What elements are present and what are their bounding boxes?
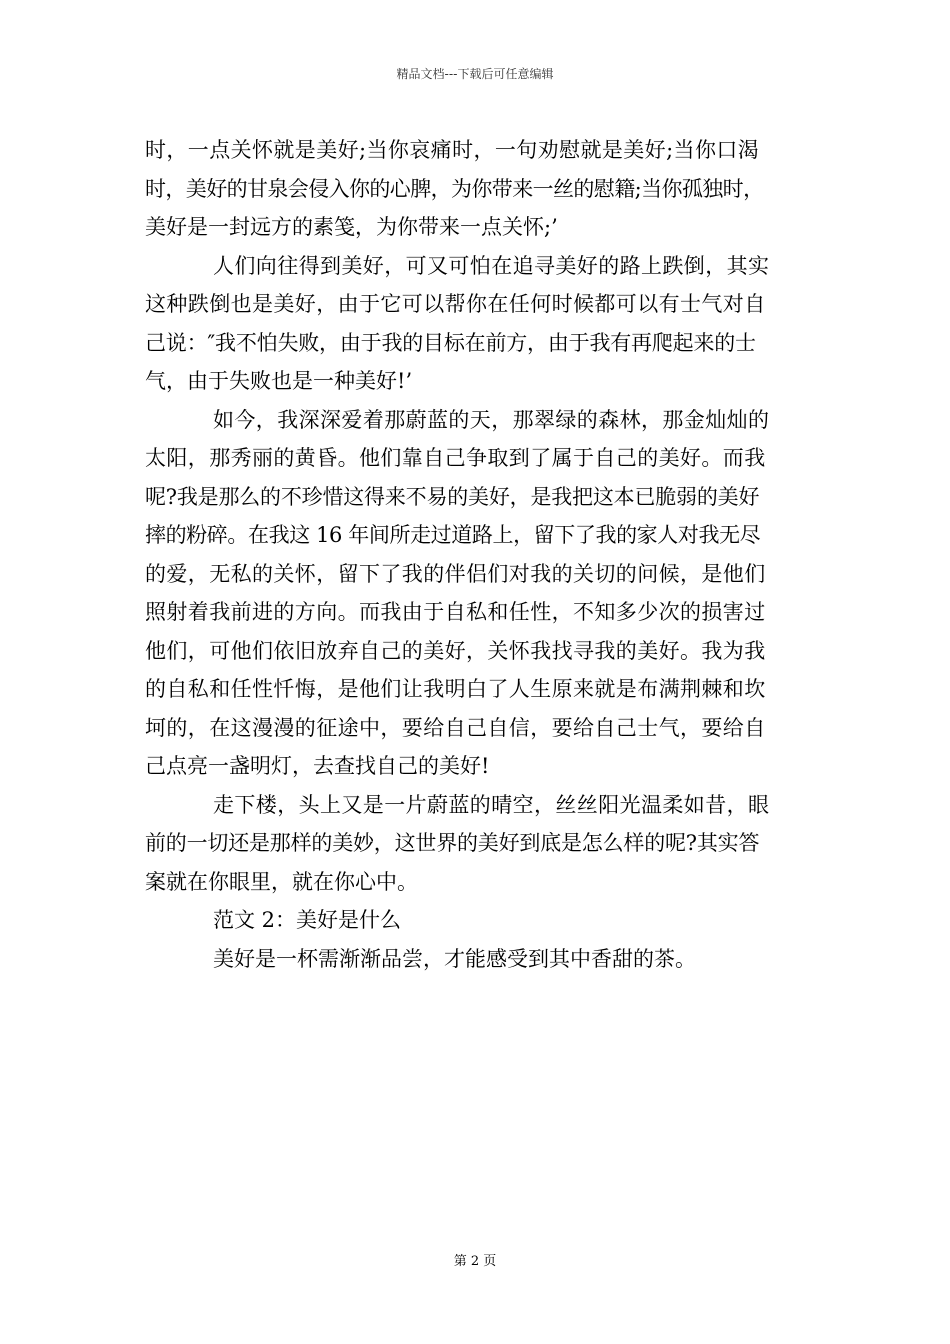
text-line: 坷的，在这漫漫的征途中，要给自己自信，要给自己士气，要给自: [145, 715, 766, 740]
text-line: 己点亮一盏明灯，去查找自己的美好!: [145, 754, 490, 778]
page-header: 精品文档---下载后可任意编辑: [396, 67, 554, 81]
text-line: 如今，我深深爱着那蔚蓝的天，那翠绿的森林，那金灿灿的: [213, 407, 770, 432]
paragraph-2: [145, 247, 815, 401]
text-line: 气，由于失败也是一种美好!’: [145, 369, 413, 393]
text-line: 摔的粉碎。在我这 16 年间所走过道路上，留下了我的家人对我无尽: [145, 523, 761, 547]
text-line: 美好是一杯需渐渐品尝，才能感受到其中香甜的茶。: [213, 946, 696, 971]
text-line: 照射着我前进的方向。而我由于自私和任性，不知多少次的损害过: [145, 600, 766, 624]
paragraph-4: [145, 786, 815, 902]
paragraph-3: [145, 401, 815, 786]
text-line: 人们向往得到美好，可又可怕在追寻美好的路上跌倒，其实: [213, 253, 770, 278]
text-line: 太阳，那秀丽的黄昏。他们靠自己争取到了属于自己的美好。而我: [145, 446, 766, 470]
text-line: 的自私和任性忏悔，是他们让我明白了人生原来就是布满荆棘和坎: [145, 677, 766, 701]
text-line: 这种跌倒也是美好，由于它可以帮你在任何时候都可以有士气对自: [145, 292, 766, 316]
text-line: 己说：″我不怕失败，由于我的目标在前方，由于我有再爬起来的士: [145, 330, 756, 355]
text-line: 时，一点关怀就是美好;当你哀痛时，一句劝慰就是美好;当你口渴: [145, 138, 760, 162]
text-line: 时，美好的甘泉会侵入你的心脾，为你带来一丝的慰籍;当你孤独时，: [145, 176, 764, 201]
document-body: [145, 131, 815, 978]
page-number: 第 2 页: [453, 1254, 497, 1269]
text-line: 前的一切还是那样的美妙，这世界的美好到底是怎么样的呢?其实答: [145, 831, 760, 855]
paragraph-6: [145, 940, 815, 979]
section-subtitle: [145, 901, 815, 940]
text-line: 的爱，无私的关怀，留下了我的伴侣们对我的关切的问候，是他们: [145, 561, 766, 586]
paragraph-1: [145, 131, 815, 247]
text-line: 呢?我是那么的不珍惜这得来不易的美好，是我把这本已脆弱的美好: [145, 484, 760, 509]
text-line: 范文 2：美好是什么: [213, 908, 402, 932]
text-line: 他们，可他们依旧放弃自己的美好，关怀我找寻我的美好。我为我: [145, 638, 766, 663]
text-line: 案就在你眼里，就在你心中。: [145, 869, 418, 894]
text-line: 走下楼，头上又是一片蔚蓝的晴空，丝丝阳光温柔如昔，眼: [213, 792, 770, 817]
text-line: 美好是一封远方的素笺，为你带来一点关怀;’: [145, 215, 558, 239]
